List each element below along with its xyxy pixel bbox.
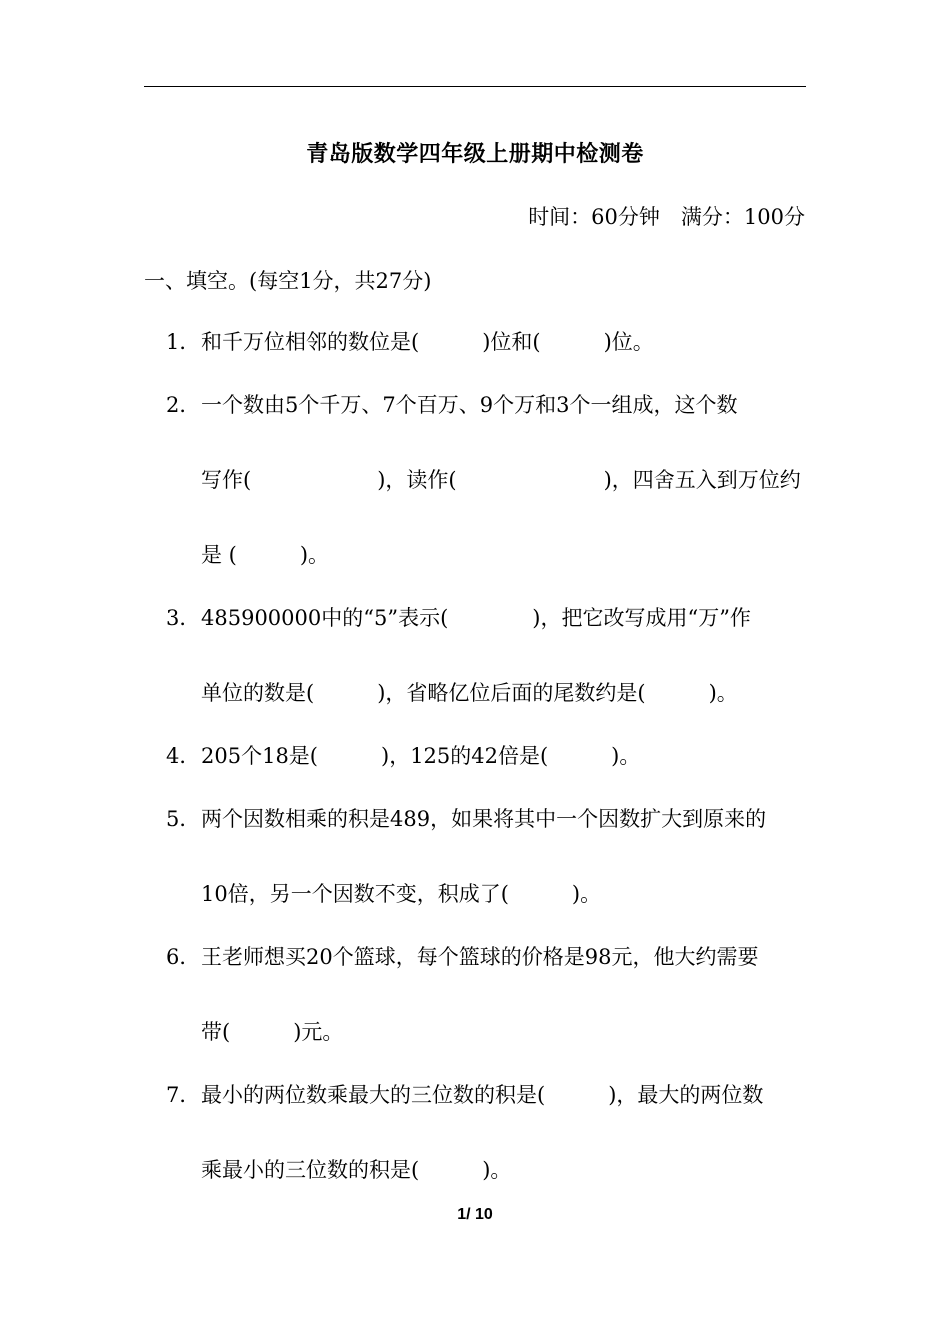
question-text: 两个因数相乘的积是489，如果将其中一个因数扩大到原来的	[201, 807, 767, 831]
question-text: 和千万位相邻的数位是( )位和( )位。	[201, 330, 654, 354]
page-title: 青岛版数学四年级上册期中检测卷	[306, 142, 644, 167]
question-number: 4．	[166, 744, 201, 768]
header-rule	[144, 86, 806, 87]
question-number: 1．	[166, 330, 201, 354]
question-text: 带( )元。	[201, 1020, 344, 1044]
question-text: 写作( )，读作( )，四舍五入到万位约	[201, 468, 801, 492]
question-number: 3．	[166, 606, 201, 630]
question-text: 是 ( )。	[201, 543, 330, 567]
question-number: 5．	[166, 807, 201, 831]
time-score-info: 时间：60分钟 满分：100分	[528, 205, 805, 229]
question-text: 王老师想买20个篮球，每个篮球的价格是98元，他大约需要	[201, 945, 759, 969]
question-text: 205个18是( )，125的42倍是( )。	[201, 744, 641, 768]
question-number: 2．	[166, 393, 201, 417]
section-heading: 一、填空。(每空1分，共27分)	[144, 269, 432, 293]
question-text: 最小的两位数乘最大的三位数的积是( )，最大的两位数	[201, 1083, 764, 1107]
question-text: 一个数由5个千万、7个百万、9个万和3个一组成，这个数	[201, 393, 738, 417]
question-text: 10倍，另一个因数不变，积成了( )。	[201, 882, 602, 906]
question-text: 单位的数是( )，省略亿位后面的尾数约是( )。	[201, 681, 738, 705]
question-text: 485900000中的“5”表示( )，把它改写成用“万”作	[201, 606, 751, 630]
question-number: 7．	[166, 1083, 201, 1107]
page-number: 1/ 10	[457, 1206, 493, 1223]
question-number: 6．	[166, 945, 201, 969]
question-text: 乘最小的三位数的积是( )。	[201, 1158, 512, 1182]
